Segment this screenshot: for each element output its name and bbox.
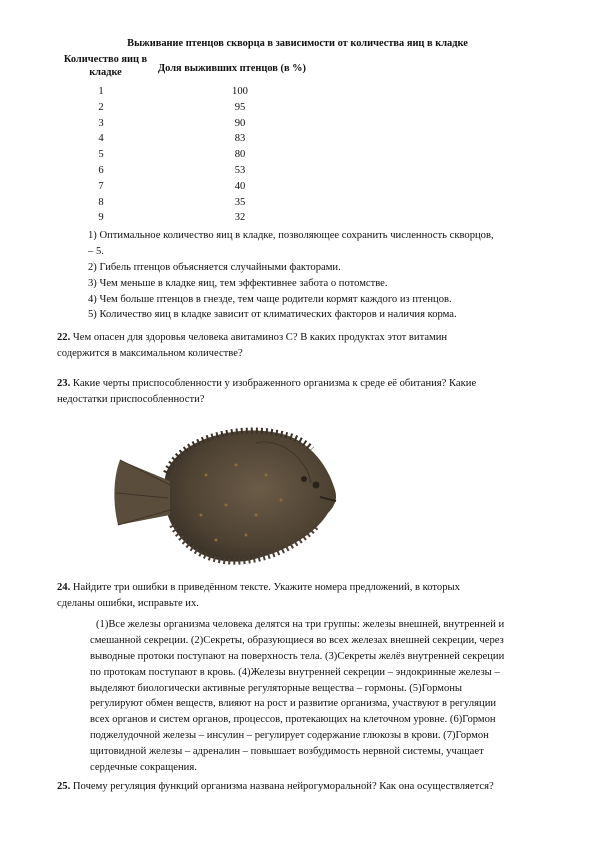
column-header-eggs: [58, 53, 153, 79]
question-25-line1: Почему регуляция функций организма названа нейрогуморальной? Как она осуществляется?: [72, 781, 494, 792]
column-header-eggs-line1: Количество яиц в: [63, 54, 148, 65]
table-cell-share: 80: [234, 149, 246, 161]
option-5: 5) Количество яиц в кладке зависит от климатических факторов и наличия корма.: [88, 309, 457, 321]
text-line-4: по протокам поступают в кровь. (4)Железы внутренней секреции – эндокринные железы –: [90, 666, 500, 678]
column-header-eggs-line2: кладке: [89, 67, 122, 78]
question-25: [57, 779, 557, 795]
table-cell-share: 90: [234, 117, 246, 129]
question-24-number: 24.: [57, 582, 71, 593]
table-cell-eggs: 8: [98, 196, 104, 208]
text-line-8: поджелудочной железы – инсулин – регулирует содержание глюкозы в крови. (7)Гормон: [90, 730, 489, 742]
flounder-fish-image: [106, 415, 351, 575]
text-line-7: всех органов и систем органов, процессов, протекающих на клеточном уровне. (6)Гормон: [90, 714, 496, 726]
question-24: [57, 580, 547, 612]
table-cell-eggs: 2: [98, 101, 104, 113]
question-23: [57, 376, 547, 408]
text-line-9: щитовидной железы – адреналин – повышает возбудимость нервной системы, учащает: [90, 746, 484, 758]
question-22-line2: содержится в максимальном количестве?: [57, 347, 243, 359]
option-1-continued: – 5.: [88, 245, 104, 257]
question-22-number: 22.: [57, 332, 71, 343]
option-2: 2) Гибель птенцов объясняется случайными факторами.: [88, 261, 341, 273]
table-cell-share: 83: [234, 133, 246, 145]
text-line-6: регулируют обмен веществ, влияют на рост и развитие организма, участвуют в регуляции: [90, 698, 497, 710]
option-3: 3) Чем меньше в кладке яиц, тем эффективнее забота о потомстве.: [88, 277, 388, 289]
table-cell-share: 95: [234, 101, 246, 113]
table-cell-share: 53: [234, 165, 246, 176]
question-24-line2: сделаны ошибки, исправьте их.: [57, 597, 199, 609]
question-25-number: 25.: [57, 781, 71, 792]
option-1: 1) Оптимальное количество яиц в кладке, позволяющее сохранить численность скворцов,: [88, 230, 494, 241]
table-cell-eggs: 5: [98, 149, 104, 161]
table-cell-share: 40: [234, 180, 246, 192]
table-cell-eggs: 7: [98, 180, 104, 192]
table-cell-eggs: 6: [98, 165, 104, 176]
text-line-2: смешанной секреции. (2)Секреты, образующиеся во всех железах внешней секреции, через: [90, 634, 504, 646]
table-cell-eggs: 9: [98, 212, 104, 224]
table-cell-eggs: 1: [98, 86, 104, 97]
question-24-line1: Найдите три ошибки в приведённом тексте. Укажите номера предложений, в которых: [72, 582, 460, 593]
question-24-text: [90, 617, 560, 776]
table-title: Выживание птенцов скворца в зависимости от количества яиц в кладке: [127, 38, 468, 49]
column-header-share: Доля выживших птенцов (в %): [158, 63, 307, 74]
table-cell-share: 100: [232, 86, 248, 97]
option-4: 4) Чем больше птенцов в гнезде, тем чаще родители кормят каждого из птенцов.: [88, 293, 452, 305]
table-cell-eggs: 3: [98, 117, 104, 129]
question-22-line1: Чем опасен для здоровья человека авитаминоз С? В каких продуктах этот витамин: [72, 332, 448, 343]
text-line-10: сердечные сокращения.: [90, 762, 197, 774]
table-cell-share: 35: [234, 196, 246, 208]
question-23-number: 23.: [57, 378, 71, 389]
question-23-line1: Какие черты приспособленности у изображенного организма к среде её обитания? Какие: [72, 378, 477, 389]
text-line-1: (1)Все железы организма человека делятся на три группы: железы внешней, внутренней и: [96, 619, 505, 630]
table-cell-share: 32: [234, 212, 246, 224]
question-23-line2: недостатки приспособленности?: [57, 393, 205, 405]
question-22: [57, 330, 547, 362]
text-line-3: выводные протоки поступают на поверхность тела. (3)Секреты желёз внутренней секреции: [90, 650, 505, 662]
answer-options: [88, 228, 558, 323]
table-cell-eggs: 4: [98, 133, 104, 145]
text-line-5: выделяют биологически активные регуляторные вещества – гормоны. (5)Гормоны: [90, 682, 463, 694]
